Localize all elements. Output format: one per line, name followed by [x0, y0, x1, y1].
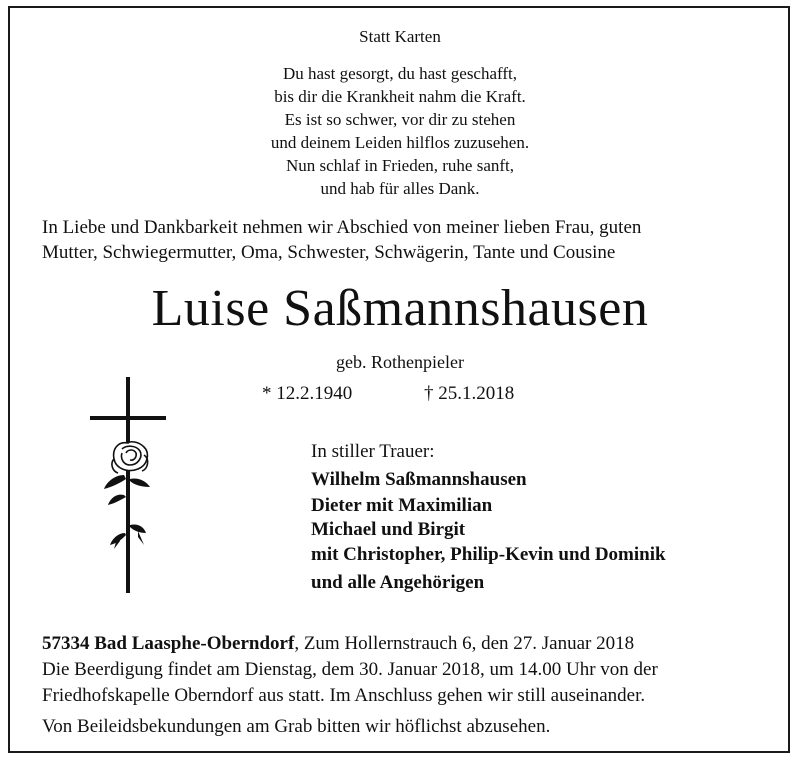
condolence-note: Von Beileidsbekundungen am Grab bitten wir höflichst abzusehen. [42, 716, 551, 737]
mourner-name: Dieter mit Maximilian [311, 495, 493, 516]
address-place: 57334 Bad Laasphe-Oberndorf [42, 633, 295, 654]
mourner-name: Wilhelm Saßmannshausen [311, 469, 527, 490]
mourner-name: und alle Angehörigen [311, 572, 485, 593]
mourners-heading: In stiller Trauer: [311, 441, 435, 462]
death-date: † 25.1.2018 [424, 383, 515, 404]
poem-line: Du hast gesorgt, du hast geschafft, [282, 64, 518, 83]
funeral-line: Friedhofskapelle Oberndorf aus statt. Im Anschluss gehen wir still auseinander. [42, 685, 646, 706]
intro-line: In Liebe und Dankbarkeit nehmen wir Abschied von meiner lieben Frau, guten [42, 217, 642, 238]
statt-karten-label: Statt Karten [359, 27, 441, 46]
address-detail: , Zum Hollernstrauch 6, den 27. Januar 2018 [294, 633, 635, 654]
poem-line: und deinem Leiden hilflos zuzusehen. [270, 133, 530, 152]
birth-name: geb. Rothenpieler [336, 352, 464, 372]
birth-date: * 12.2.1940 [262, 383, 353, 404]
cross-with-rose-icon [88, 375, 178, 595]
mourner-name: mit Christopher, Philip-Kevin und Dominik [311, 544, 666, 565]
poem [0, 62, 800, 200]
poem-line: und hab für alles Dank. [320, 179, 480, 198]
poem-line: bis dir die Krankheit nahm die Kraft. [274, 87, 526, 106]
address-line [42, 633, 634, 655]
intro-line: Mutter, Schwiegermutter, Oma, Schwester, Schwägerin, Tante und Cousine [42, 242, 616, 263]
mourner-name: Michael und Birgit [311, 519, 466, 540]
funeral-line: Die Beerdigung findet am Dienstag, dem 30. Januar 2018, um 14.00 Uhr von der [42, 659, 658, 680]
deceased-name: Luise Saßmannshausen [151, 280, 649, 337]
poem-line: Nun schlaf in Frieden, ruhe sanft, [285, 156, 515, 175]
poem-line: Es ist so schwer, vor dir zu stehen [284, 110, 516, 129]
